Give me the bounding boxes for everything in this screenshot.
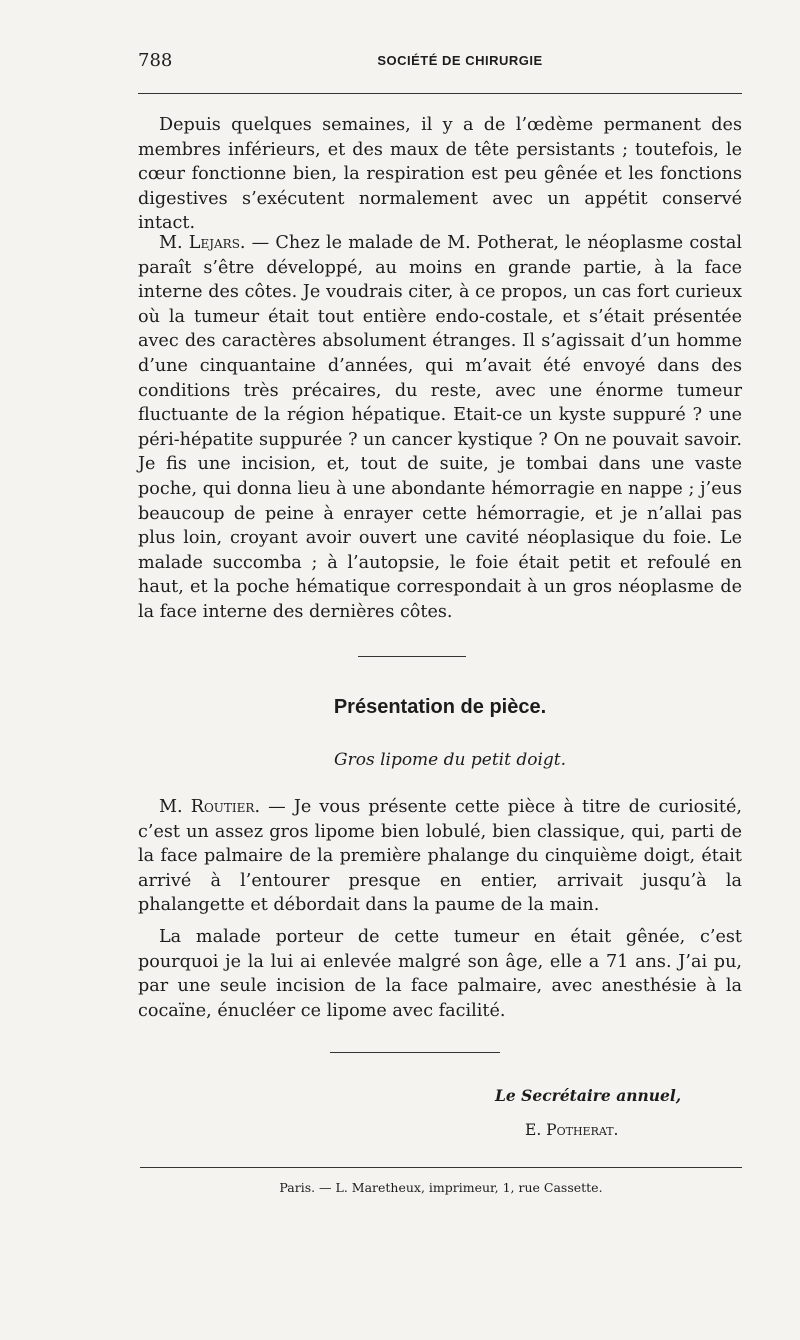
page-header [138,50,742,74]
header-rule [138,93,742,94]
section-subtitle: Gros lipome du petit doigt. [334,750,566,770]
paragraph-4-text: La malade porteur de cette tumeur en était gênée, c’est pourquoi je la lui ai enlevée malgré son âge, elle a 71 ans. J’ai pu, par une seule incision de la face palmaire, avec anesthésie à la cocaïne, énucléer ce lipome avec facilité. [138,927,742,1021]
paragraph-2-text [138,231,742,625]
running-head: SOCIÉTÉ DE CHIRURGIE [377,53,543,68]
signature-name: E. Potherat. [525,1121,619,1139]
paragraph-3-text [138,795,742,918]
printer-imprint: Paris. — L. Maretheux, imprimeur, 1, rue Cassette. [279,1180,603,1195]
paragraph-3 [138,795,742,918]
speaker-routier: M. Routier. [159,797,261,817]
speaker-lejars: M. Lejars. [159,233,246,253]
paragraph-2-body: — Chez le malade de M. Potherat, le néoplasme costal paraît s’être développé, au moins en grande partie, à la face interne des côtes. Je voudrais citer, à ce propos, un cas fort curieux où la tumeur était tout entière endo-costale, et s’était présentée avec des caractères absolument étranges. Il s’agissait d’un homme d’une cinquantaine d’années, qui m’avait été envoyé dans des conditions très précaires, du reste, avec une énorme tumeur fluctuante de la région hépatique. Etait-ce un kyste suppuré ? une péri-hépatite suppurée ? un cancer kystique ? On ne pouvait savoir. Je fis une incision, et, tout de suite, je tombai dans une vaste poche, qui donna lieu à une abondante hémorragie en nappe ; j’eus beaucoup de peine à enrayer cette hémorragie, et je n’allai pas plus loin, croyant avoir ouvert une cavité néoplasique du foie. Le malade succomba ; à l’autopsie, le foie était petit et refoulé en haut, et la poche hématique correspondait à un gros néoplasme de la face interne des dernières côtes. [138,233,742,622]
signature-title: Le Secrétaire annuel, [495,1086,682,1105]
footer-rule [140,1167,742,1168]
paragraph-1 [138,113,742,236]
paragraph-1-text: Depuis quelques semaines, il y a de l’œdème permanent des membres inférieurs, et des maux de tête persistants ; toutefois, le cœur fonctionne bien, la respiration est peu gênée et les fonctions digestives s’exécutent normalement avec un appétit conservé intact. [138,115,742,234]
section-title: Présentation de pièce. [333,696,547,718]
paragraph-3-body: — Je vous présente cette pièce à titre de curiosité, c’est un assez gros lipome bien lobulé, bien classique, qui, parti de la face palmaire de la première phalange du cinquième doigt, était arrivé à l’entourer presque en entier, arrivait jusqu’à la phalangette et débordait dans la paume de la main. [138,797,742,916]
paragraph-4 [138,925,742,1023]
section-divider [358,656,466,657]
paragraph-2 [138,231,742,625]
closing-divider [330,1052,500,1053]
page-number: 788 [138,50,173,71]
